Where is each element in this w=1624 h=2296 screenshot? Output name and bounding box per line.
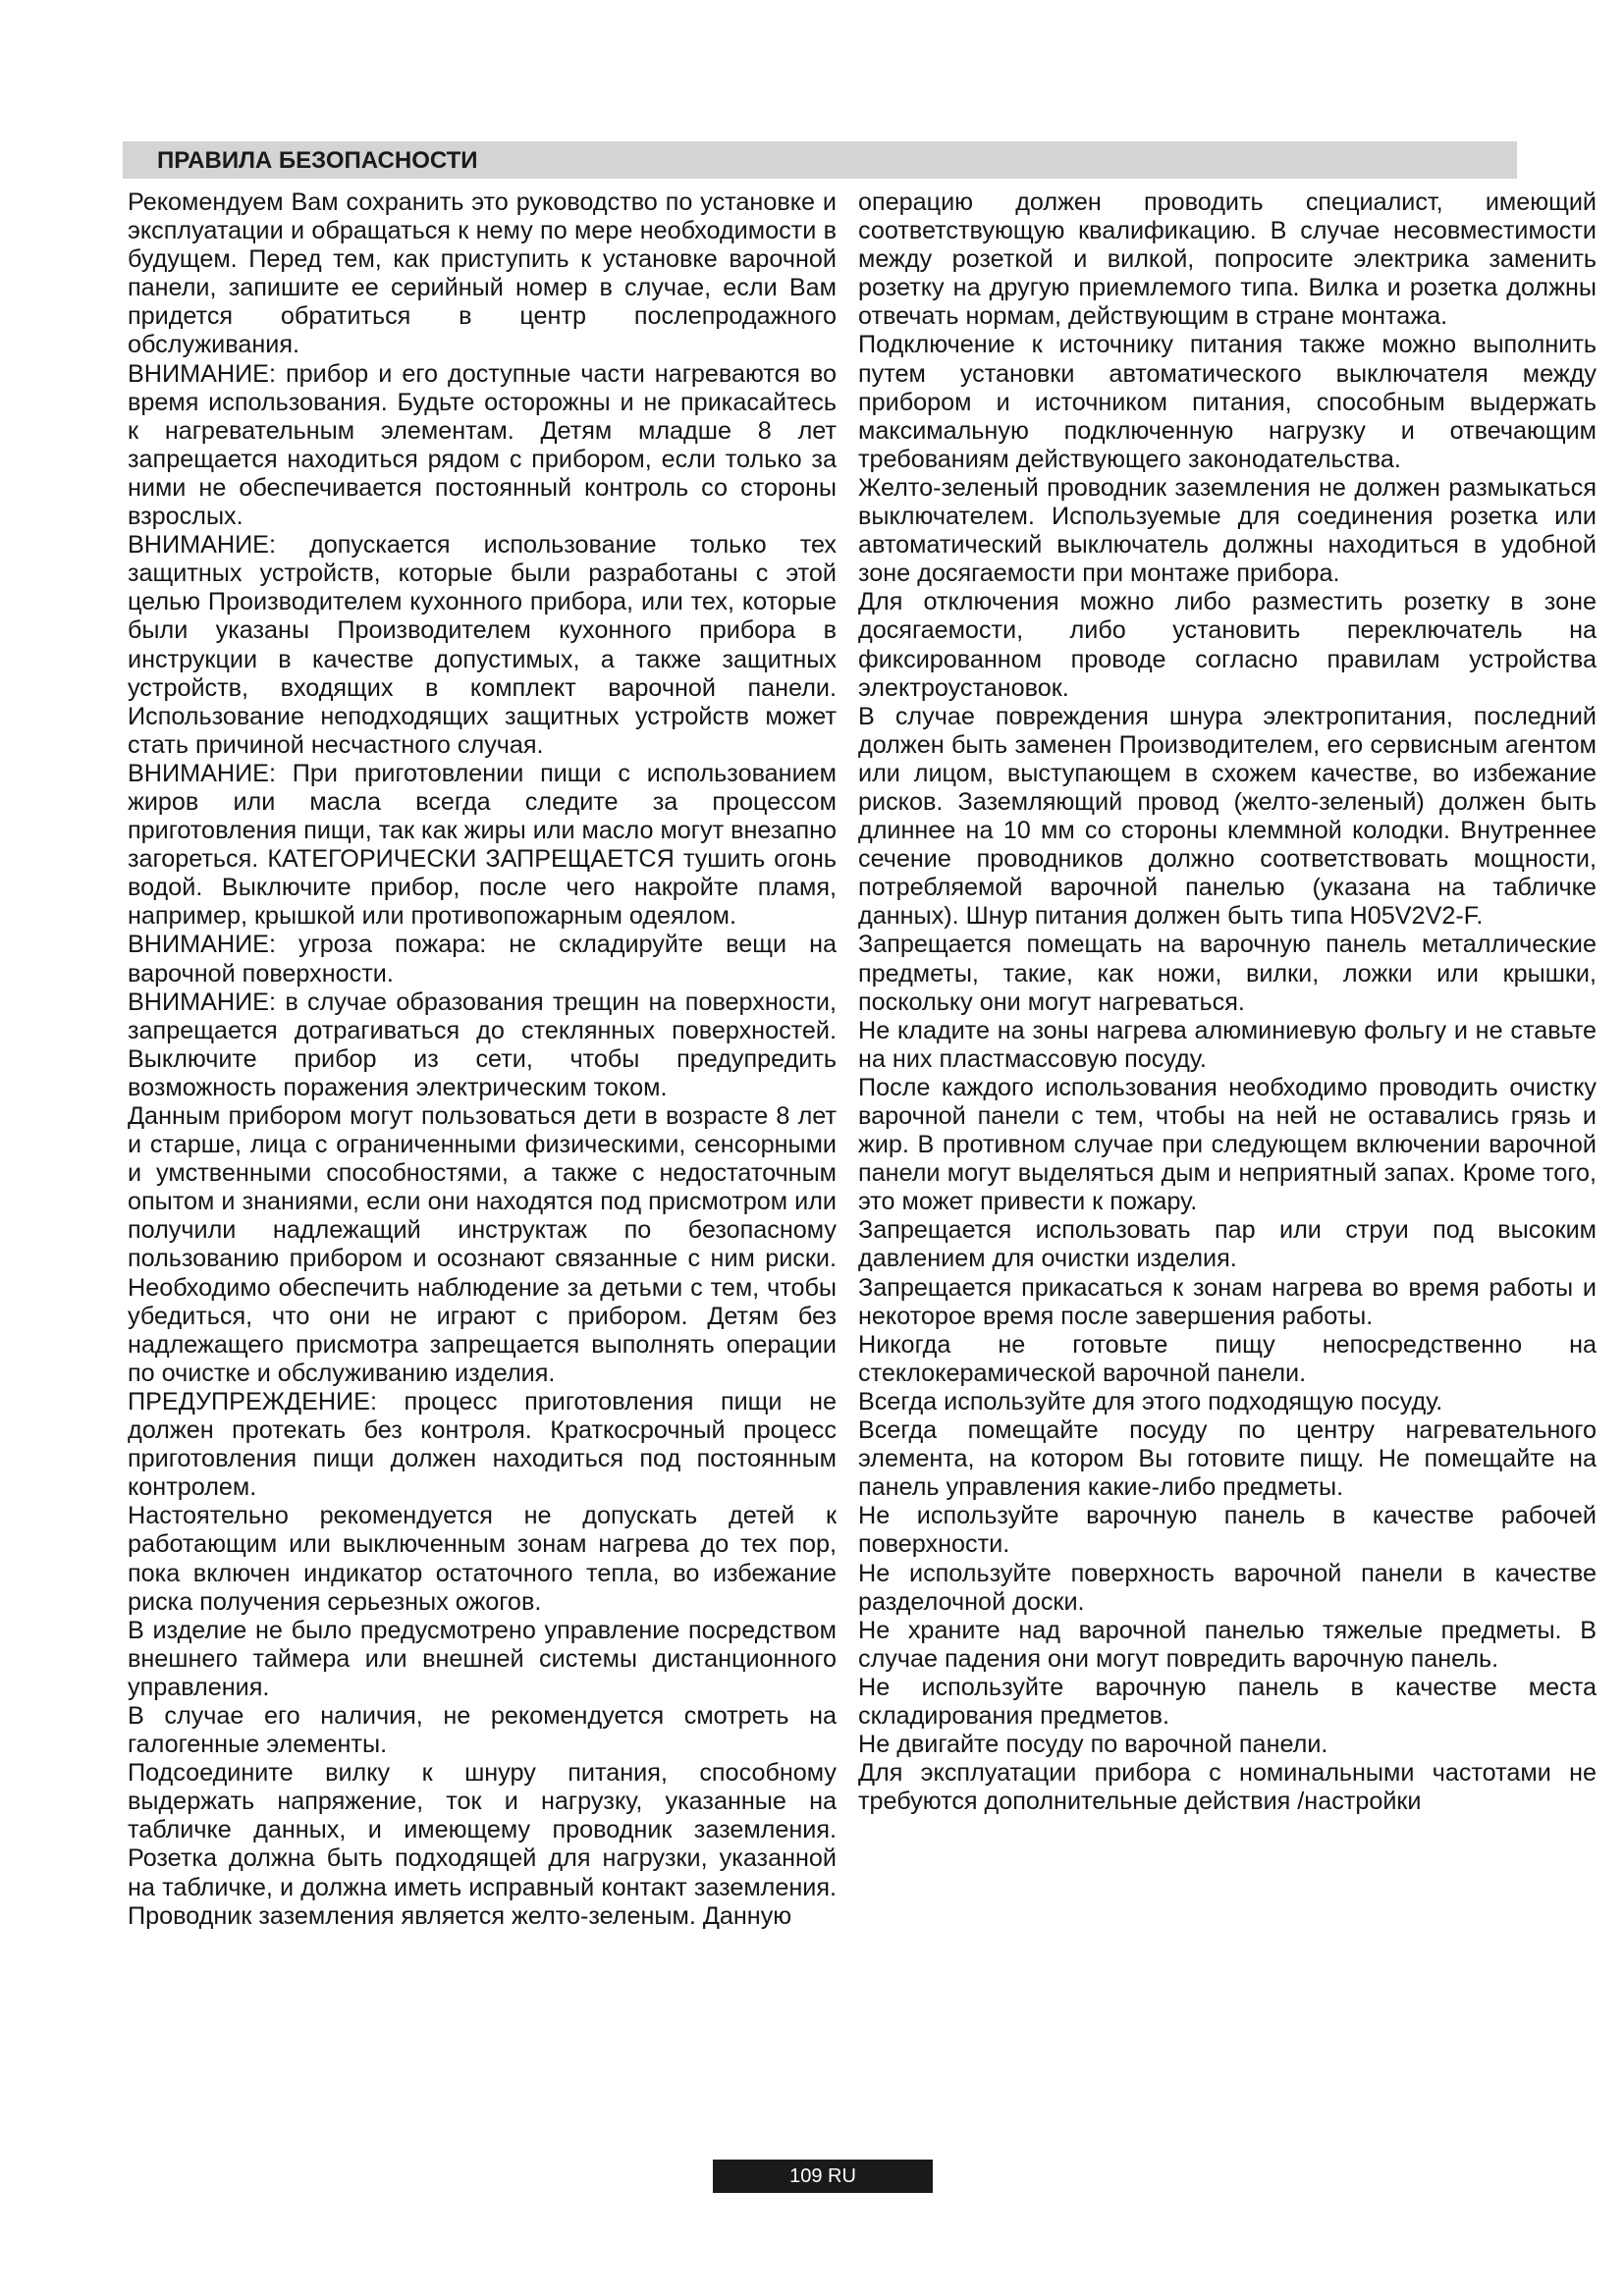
paragraph: Не двигайте посуду по варочной панели.	[858, 1731, 1328, 1759]
paragraph: Данным прибором могут пользоваться дети в возрасте 8 лет и старше, лица с ограниченными физическими, сенсорными и умственными способностями, а также с недостаточным опытом и знаниями, если они находятся под присмотром или получили надлежащий инструктаж по безопасному пользованию прибором и осознают связанные с ним риски. Необходимо обеспечить наблюдение за детьми с тем, чтобы убедиться, что они не играют с прибором. Детям без надлежащего присмотра запрещается выполнять операции по очистке и обслуживанию изделия.	[128, 1102, 837, 1387]
paragraph: Не кладите на зоны нагрева алюминиевую фольгу и не ставьте на них пластмассовую посуду.	[858, 1016, 1597, 1073]
paragraph: Запрещается использовать пар или струи под высоким давлением для очистки изделия.	[858, 1216, 1597, 1273]
paragraph: После каждого использования необходимо проводить очистку варочной панели с тем, чтобы на ней не оставались грязь и жир. В противном случае при следующем включении варочной панели могут выделяться дым и неприятный запах. Кроме того, это может привести к пожару.	[858, 1073, 1597, 1216]
paragraph: Запрещается прикасаться к зонам нагрева во время работы и некоторое время после завершения работы.	[858, 1273, 1597, 1330]
paragraph: Не храните над варочной панелью тяжелые предметы. В случае падения они могут повредить варочную панель.	[858, 1616, 1597, 1673]
paragraph: Подключение к источнику питания также можно выполнить путем установки автоматического выключателя между прибором и источником питания, способным выдержать максимальную подключенную нагрузку и отвечающим требованиям действующего законодательства.	[858, 331, 1597, 473]
paragraph: Всегда помещайте посуду по центру нагревательного элемента, на котором Вы готовите пищу. Не помещайте на панель управления какие-либо предметы.	[858, 1416, 1597, 1502]
paragraph: В случае его наличия, не рекомендуется смотреть на галогенные элементы.	[128, 1701, 837, 1759]
paragraph: Не используйте варочную панель в качестве рабочей поверхности.	[858, 1502, 1597, 1559]
paragraph: В изделие не было предусмотрено управление посредством внешнего таймера или внешней системы дистанционного управления.	[128, 1616, 837, 1701]
paragraph: В случае повреждения шнура электропитания, последний должен быть заменен Производителем, его сервисным агентом или лицом, выступающем в схожем качестве, во избежание рисков. Заземляющий провод (желто-зеленый) должен быть длиннее на 10 мм со стороны клеммной колодки. Внутреннее сечение проводников должно соответствовать мощности, потребляемой варочной панелью (указана на табличке данных). Шнур питания должен быть типа H05V2V2-F.	[858, 702, 1597, 931]
section-title: ПРАВИЛА БЕЗОПАСНОСТИ	[157, 147, 478, 174]
page-number: 109 RU	[713, 2160, 933, 2193]
right-column	[858, 188, 1597, 1816]
paragraph: ПРЕДУПРЕЖДЕНИЕ: процесс приготовления пищи не должен протекать без контроля. Краткосрочный процесс приготовления пищи должен находиться под постоянным контролем.	[128, 1387, 837, 1502]
paragraph: Для отключения можно либо разместить розетку в зоне досягаемости, либо установить переключатель на фиксированном проводе согласно правилам устройства электроустановок.	[858, 588, 1597, 702]
paragraph: Желто-зеленый проводник заземления не должен размыкаться выключателем. Используемые для соединения розетка или автоматический выключатель должны находиться в удобной зоне досягаемости при монтаже прибора.	[858, 473, 1597, 588]
paragraph: Для эксплуатации прибора с номинальными частотами не требуются дополнительные действия /настройки	[858, 1759, 1597, 1816]
paragraph: ВНИМАНИЕ: прибор и его доступные части нагреваются во время использования. Будьте осторожны и не прикасайтесь к нагревательным элементам. Детям младше 8 лет запрещается находиться рядом с прибором, если только за ними не обеспечивается постоянный контроль со стороны взрослых.	[128, 359, 837, 531]
left-column	[128, 188, 837, 1931]
paragraph: операцию должен проводить специалист, имеющий соответствующую квалификацию. В случае несовместимости между розеткой и вилкой, попросите электрика заменить розетку на другую приемлемого типа. Вилка и розетка должны отвечать нормам, действующим в стране монтажа.	[858, 188, 1597, 331]
paragraph: Не используйте варочную панель в качестве места складирования предметов.	[858, 1673, 1597, 1730]
paragraph: Не используйте поверхность варочной панели в качестве разделочной доски.	[858, 1559, 1597, 1616]
paragraph: Подсоедините вилку к шнуру питания, способному выдержать напряжение, ток и нагрузку, указанные на табличке данных, и имеющему проводник заземления. Розетка должна быть подходящей для нагрузки, указанной на табличке, и должна иметь исправный контакт заземления. Проводник заземления является желто-зеленым. Данную	[128, 1759, 837, 1930]
paragraph: Всегда используйте для этого подходящую посуду.	[858, 1387, 1443, 1415]
paragraph: Рекомендуем Вам сохранить это руководство по установке и эксплуатации и обращаться к нему по мере необходимости в будущем. Перед тем, как приступить к установке варочной панели, запишите ее серийный номер в случае, если Вам придется обратиться в центр послепродажного обслуживания.	[128, 188, 837, 359]
paragraph: Никогда не готовьте пищу непосредственно на стеклокерамической варочной панели.	[858, 1330, 1597, 1387]
paragraph: ВНИМАНИЕ: При приготовлении пищи с использованием жиров или масла всегда следите за процессом приготовления пищи, так как жиры или масло могут внезапно загореться. КАТЕГОРИЧЕСКИ ЗАПРЕЩАЕТСЯ тушить огонь водой. Выключите прибор, после чего накройте пламя, например, крышкой или противопожарным одеялом.	[128, 759, 837, 931]
paragraph: ВНИМАНИЕ: угроза пожара: не складируйте вещи на варочной поверхности.	[128, 931, 837, 988]
paragraph: Настоятельно рекомендуется не допускать детей к работающим или выключенным зонам нагрева до тех пор, пока включен индикатор остаточного тепла, во избежание риска получения серьезных ожогов.	[128, 1502, 837, 1616]
paragraph: ВНИМАНИЕ: допускается использование только тех защитных устройств, которые были разработаны с этой целью Производителем кухонного прибора, или тех, которые были указаны Производителем кухонного прибора в инструкции в качестве допустимых, а также защитных устройств, входящих в комплект варочной панели. Использование неподходящих защитных устройств может стать причиной несчастного случая.	[128, 531, 837, 759]
paragraph: ВНИМАНИЕ: в случае образования трещин на поверхности, запрещается дотрагиваться до стеклянных поверхностей. Выключите прибор из сети, чтобы предупредить возможность поражения электрическим током.	[128, 988, 837, 1101]
paragraph: Запрещается помещать на варочную панель металлические предметы, такие, как ножи, вилки, ложки или крышки, поскольку они могут нагреваться.	[858, 931, 1597, 1016]
